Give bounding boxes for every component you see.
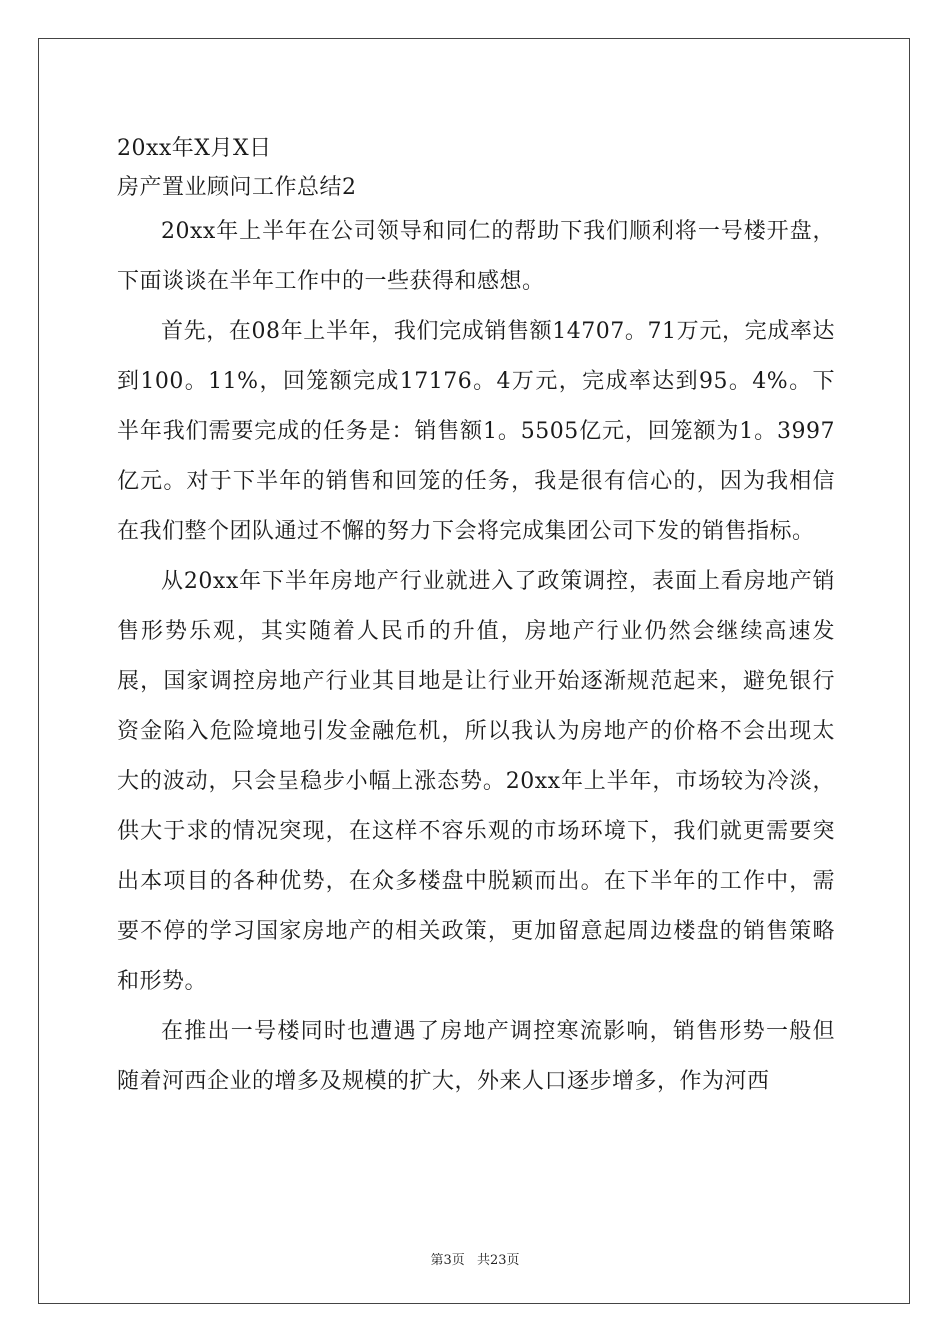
page-footer — [0, 1249, 950, 1268]
paragraph: 首先，在08年上半年，我们完成销售额14707。71万元，完成率达到100。11%，回笼额完成17176。4万元，完成率达到95。4%。下半年我们需要完成的任务是：销售额1。5505亿元，回笼额为1。3997亿元。对于下半年的销售和回笼的任务，我是很有信心的，因为我相信在我们整个团队通过不懈的努力下会将完成集团公司下发的销售指标。 — [117, 319, 835, 544]
paragraph: 从20xx年下半年房地产行业就进入了政策调控，表面上看房地产销售形势乐观，其实随着人民币的升值，房地产行业仍然会继续高速发展，国家调控房地产行业其目地是让行业开始逐渐规范起来，避免银行资金陷入危险境地引发金融危机，所以我认为房地产的价格不会出现太大的波动，只会呈稳步小幅上涨态势。20xx年上半年，市场较为冷淡，供大于求的情况突现，在这样不容乐观的市场环境下，我们就更需要突出本项目的各种优势，在众多楼盘中脱颖而出。在下半年的工作中，需要不停的学习国家房地产的相关政策，更加留意起周边楼盘的销售策略和形势。 — [117, 569, 835, 994]
total-pages: 共23页 — [476, 1253, 520, 1268]
paragraph: 20xx年上半年在公司领导和同仁的帮助下我们顺利将一号楼开盘，下面谈谈在半年工作中的一些获得和感想。 — [117, 219, 835, 294]
page-number: 第3页 — [430, 1253, 465, 1268]
date-line: 20xx年X月X日 — [117, 136, 272, 161]
paragraph: 在推出一号楼同时也遭遇了房地产调控寒流影响，销售形势一般但随着河西企业的增多及规模的扩大，外来人口逐步增多，作为河西 — [117, 1019, 835, 1094]
section-title: 房产置业顾问工作总结2 — [117, 175, 357, 200]
document-body — [117, 129, 835, 1107]
